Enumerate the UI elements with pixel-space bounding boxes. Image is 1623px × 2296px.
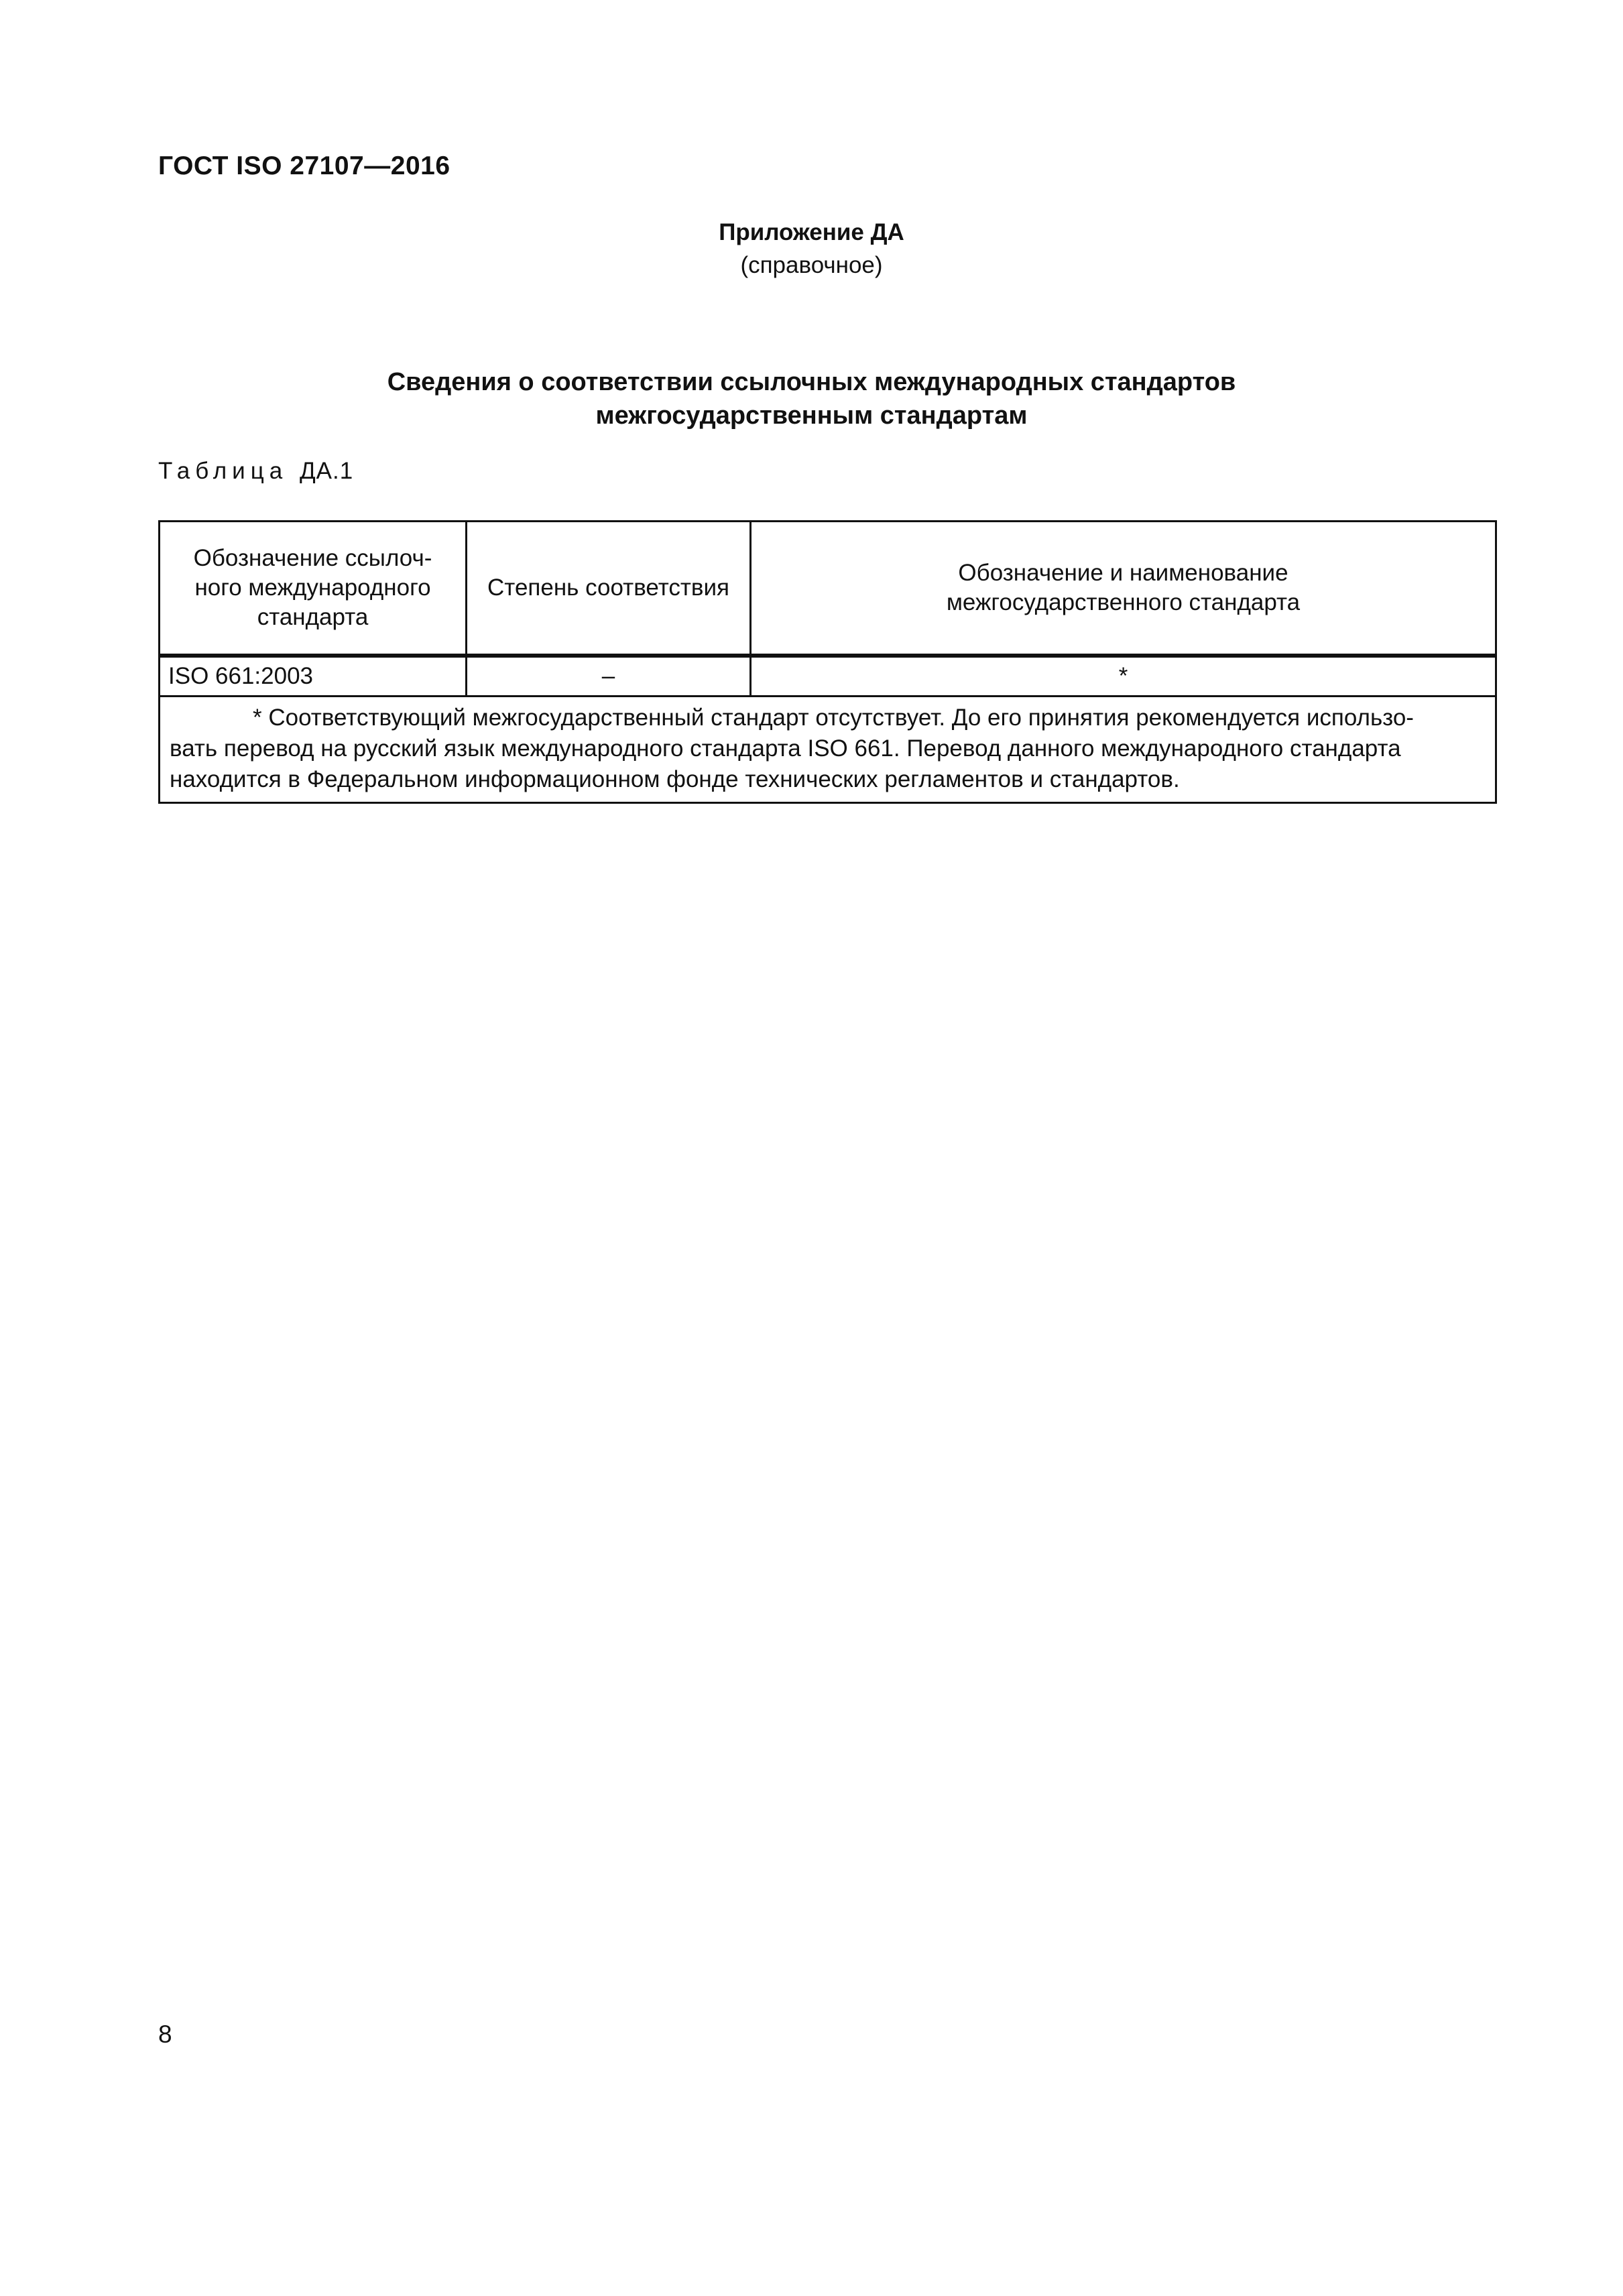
- cell-designation: ISO 661:2003: [160, 657, 467, 697]
- appendix-type: (справочное): [740, 252, 883, 278]
- note-line-2: вать перевод на русский язык международного стандарта ISO 661. Перевод данного международного стандарта: [170, 735, 1401, 762]
- note-line-1: * Соответствующий межгосударственный стандарт отсутствует. До его принятия рекомендуется использо-: [253, 705, 1414, 731]
- table-caption-word: Таблица: [158, 458, 288, 484]
- header-cell-line: ного международного: [194, 575, 431, 601]
- document-code: ГОСТ ISO 27107—2016: [158, 152, 450, 180]
- section-title-line-2: межгосударственным стандартам: [595, 402, 1028, 430]
- section-title-line-1: Сведения о соответствии ссылочных международных стандартов: [387, 368, 1236, 396]
- correspondence-table: [158, 520, 1497, 804]
- table-row: [160, 657, 1496, 697]
- table-header-row: [160, 522, 1496, 655]
- header-cell-line: Степень соответствия: [487, 575, 729, 601]
- table-caption: [158, 458, 353, 485]
- section-title: [0, 365, 1623, 432]
- appendix-title: Приложение ДА: [719, 219, 904, 245]
- table-caption-number: ДА.1: [299, 458, 354, 484]
- header-cell-line: Обозначение и наименование: [958, 560, 1288, 586]
- header-cell-degree: [467, 522, 751, 655]
- header-cell-line: межгосударственного стандарта: [946, 589, 1301, 615]
- header-cell-designation: [160, 522, 467, 655]
- cell-degree: –: [467, 657, 751, 697]
- table-container: [158, 520, 1495, 804]
- table-note: [160, 697, 1496, 803]
- header-cell-line: Обозначение ссылоч-: [193, 545, 432, 571]
- table-note-row: [160, 697, 1496, 803]
- appendix-heading: [0, 216, 1623, 282]
- cell-interstate-standard: *: [751, 657, 1496, 697]
- note-line-3: находится в Федеральном информационном фонде технических регламентов и стандартов.: [170, 766, 1180, 792]
- page-number: 8: [158, 2020, 172, 2048]
- header-cell-interstate-standard: [751, 522, 1496, 655]
- header-cell-line: стандарта: [257, 604, 369, 630]
